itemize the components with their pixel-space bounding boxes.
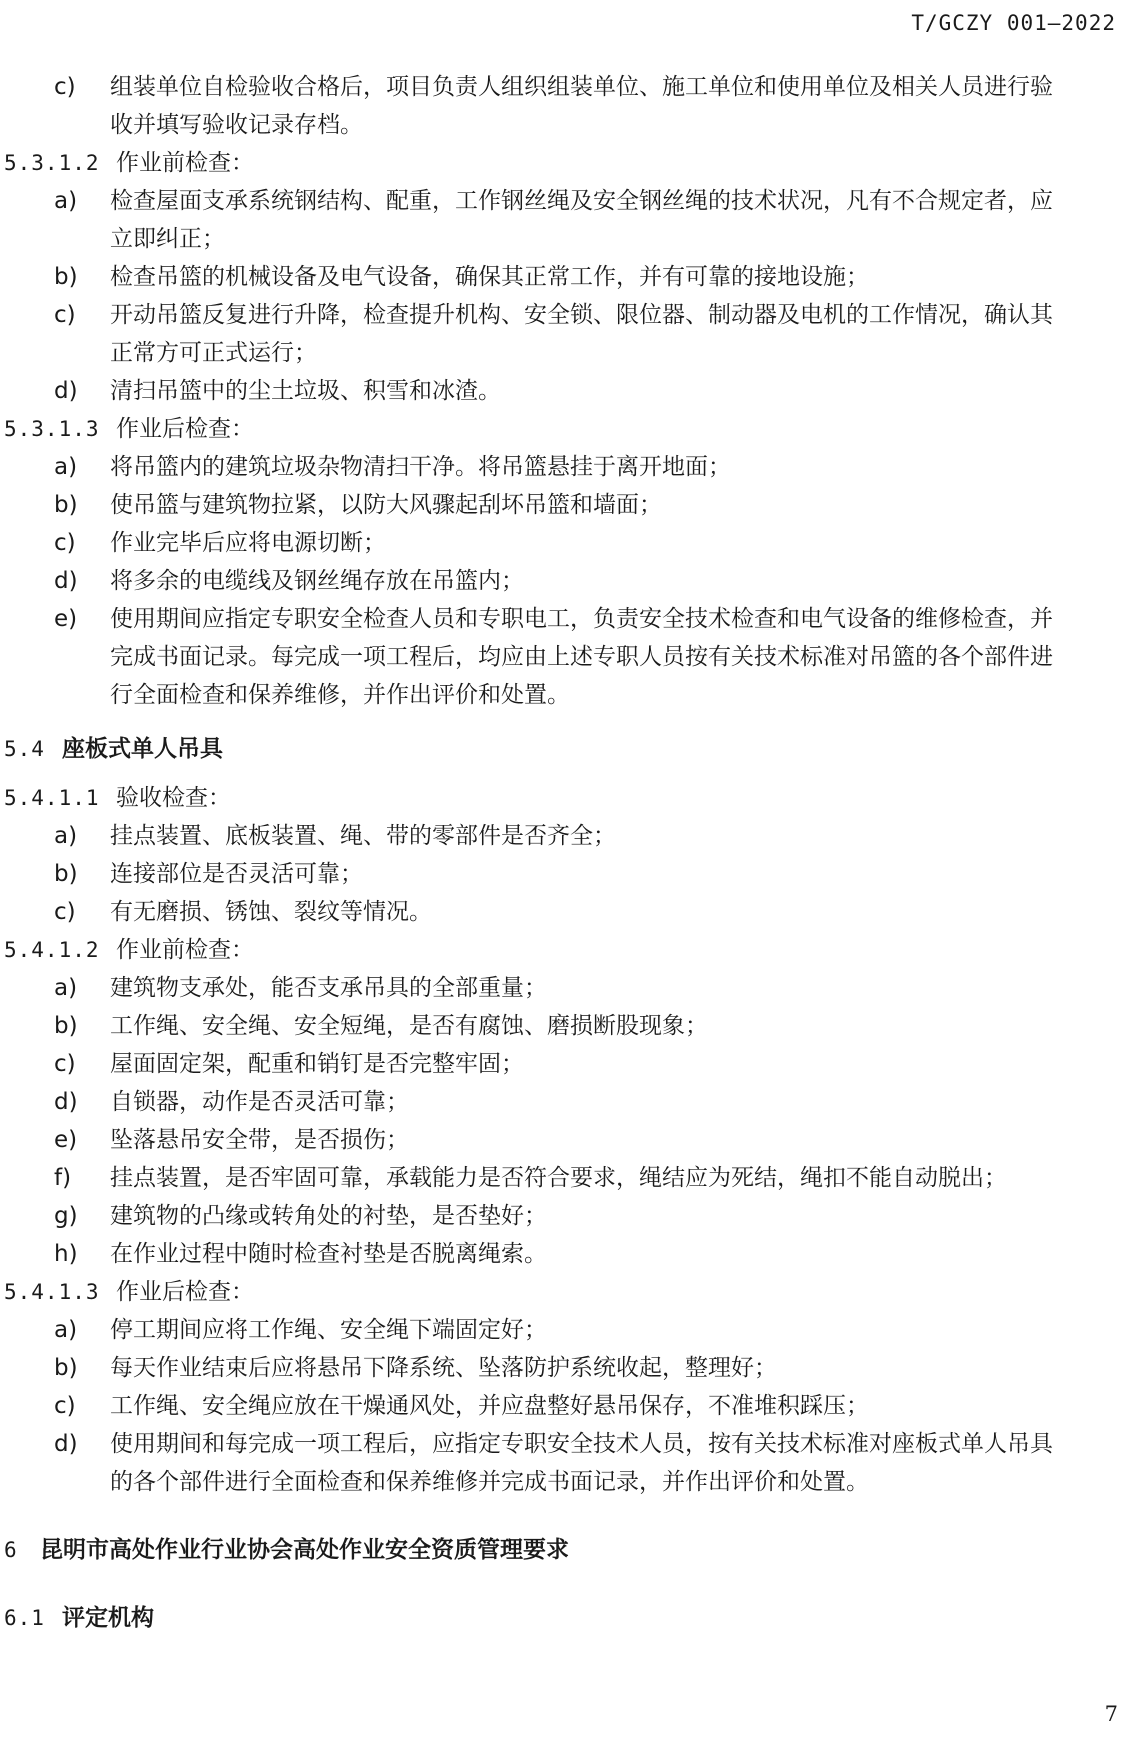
list-item — [4, 1235, 1116, 1273]
page-number: 7 — [1104, 1702, 1118, 1726]
clause-title: 验收检查： — [116, 785, 231, 811]
list-text-continuation: 立即纠正； — [110, 226, 225, 252]
list-text: 有无磨损、锈蚀、裂纹等情况。 — [110, 899, 432, 925]
list-item — [4, 182, 1116, 220]
list-text-continuation: 的各个部件进行全面检查和保养维修并完成书面记录，并作出评价和处置。 — [110, 1469, 869, 1495]
list-text: 使用期间应指定专职安全检查人员和专职电工，负责安全技术检查和电气设备的维修检查，并 — [110, 606, 1053, 632]
list-marker: d) — [54, 378, 78, 404]
chapter-heading — [4, 1531, 1116, 1569]
list-marker: d) — [54, 1089, 78, 1115]
chapter-number: 6 — [4, 1538, 18, 1562]
clause-title: 作业前检查： — [116, 937, 254, 963]
clause-number: 5.4.1.1 — [4, 786, 100, 810]
section-title: 评定机构 — [62, 1605, 154, 1631]
list-text-continuation: 正常方可正式运行； — [110, 340, 317, 366]
list-text: 连接部位是否灵活可靠； — [110, 861, 363, 887]
list-text: 挂点装置，是否牢固可靠，承载能力是否符合要求，绳结应为死结，绳扣不能自动脱出； — [110, 1165, 1007, 1191]
list-item — [4, 524, 1116, 562]
list-item — [4, 1159, 1116, 1197]
list-text: 停工期间应将工作绳、安全绳下端固定好； — [110, 1317, 547, 1343]
list-text: 每天作业结束后应将悬吊下降系统、坠落防护系统收起，整理好； — [110, 1355, 777, 1381]
clause-number: 5.4.1.2 — [4, 938, 100, 962]
list-marker: a) — [54, 1317, 78, 1343]
list-text: 检查屋面支承系统钢结构、配重，工作钢丝绳及安全钢丝绳的技术状况，凡有不合规定者，应 — [110, 188, 1053, 214]
list-item — [4, 855, 1116, 893]
list-item — [4, 562, 1116, 600]
list-item — [4, 1349, 1116, 1387]
clause-title: 作业后检查： — [116, 416, 254, 442]
list-text: 自锁器，动作是否灵活可靠； — [110, 1089, 409, 1115]
list-item — [4, 372, 1116, 410]
list-text: 检查吊篮的机械设备及电气设备，确保其正常工作，并有可靠的接地设施； — [110, 264, 869, 290]
list-text: 组装单位自检验收合格后，项目负责人组织组装单位、施工单位和使用单位及相关人员进行验 — [110, 74, 1053, 100]
list-marker: b) — [54, 492, 78, 518]
clause-number: 5.3.1.2 — [4, 151, 100, 175]
list-item — [4, 600, 1116, 638]
list-text: 建筑物的凸缘或转角处的衬垫，是否垫好； — [110, 1203, 547, 1229]
list-text-continuation: 收并填写验收记录存档。 — [110, 112, 363, 138]
clause-title: 作业前检查： — [116, 150, 254, 176]
list-marker: c) — [54, 899, 76, 925]
list-text: 将吊篮内的建筑垃圾杂物清扫干净。将吊篮悬挂于离开地面； — [110, 454, 731, 480]
section-number: 5.4 — [4, 737, 45, 761]
list-item — [4, 817, 1116, 855]
list-item — [4, 1045, 1116, 1083]
list-item — [4, 1311, 1116, 1349]
list-marker: b) — [54, 861, 78, 887]
list-text: 在作业过程中随时检查衬垫是否脱离绳索。 — [110, 1241, 547, 1267]
list-text: 将多余的电缆线及钢丝绳存放在吊篮内； — [110, 568, 524, 594]
list-marker: b) — [54, 1013, 78, 1039]
list-marker: c) — [54, 1051, 76, 1077]
list-text: 坠落悬吊安全带，是否损伤； — [110, 1127, 409, 1153]
list-text: 开动吊篮反复进行升降，检查提升机构、安全锁、限位器、制动器及电机的工作情况，确认其 — [110, 302, 1053, 328]
document-body — [4, 68, 1116, 1637]
section-title: 座板式单人吊具 — [62, 736, 223, 762]
list-item — [4, 258, 1116, 296]
clause-title: 作业后检查： — [116, 1279, 254, 1305]
section-heading — [4, 730, 1116, 768]
list-item — [4, 486, 1116, 524]
list-text-continuation: 行全面检查和保养维修，并作出评价和处置。 — [110, 682, 570, 708]
list-marker: c) — [54, 302, 76, 328]
list-text: 挂点装置、底板装置、绳、带的零部件是否齐全； — [110, 823, 616, 849]
list-marker: h) — [54, 1241, 78, 1267]
chapter-title: 昆明市高处作业行业协会高处作业安全资质管理要求 — [40, 1537, 569, 1563]
list-marker: g) — [54, 1203, 78, 1229]
list-text: 屋面固定架，配重和销钉是否完整牢固； — [110, 1051, 524, 1077]
list-item — [4, 448, 1116, 486]
list-item — [4, 969, 1116, 1007]
clause-number: 5.4.1.3 — [4, 1280, 100, 1304]
clause-heading — [4, 410, 1116, 448]
clause-heading — [4, 931, 1116, 969]
list-item — [4, 1425, 1116, 1463]
list-text: 建筑物支承处，能否支承吊具的全部重量； — [110, 975, 547, 1001]
list-marker: d) — [54, 568, 78, 594]
list-marker: a) — [54, 823, 78, 849]
list-marker: b) — [54, 1355, 78, 1381]
clause-heading — [4, 1273, 1116, 1311]
list-marker: c) — [54, 74, 76, 100]
list-item — [4, 1387, 1116, 1425]
list-text: 清扫吊篮中的尘土垃圾、积雪和冰渣。 — [110, 378, 501, 404]
list-marker: a) — [54, 454, 78, 480]
clause-heading — [4, 779, 1116, 817]
list-text: 作业完毕后应将电源切断； — [110, 530, 386, 556]
list-marker: b) — [54, 264, 78, 290]
list-item — [4, 893, 1116, 931]
list-item — [4, 1083, 1116, 1121]
section-number: 6.1 — [4, 1606, 45, 1630]
list-text-continuation: 完成书面记录。每完成一项工程后，均应由上述专职人员按有关技术标准对吊篮的各个部件进 — [110, 644, 1053, 670]
list-item — [4, 1121, 1116, 1159]
section-heading — [4, 1599, 1116, 1637]
list-marker: c) — [54, 1393, 76, 1419]
list-marker: e) — [54, 606, 78, 632]
list-marker: e) — [54, 1127, 78, 1153]
list-text: 工作绳、安全绳、安全短绳，是否有腐蚀、磨损断股现象； — [110, 1013, 708, 1039]
list-marker: f) — [54, 1165, 72, 1191]
list-item — [4, 1007, 1116, 1045]
clause-heading — [4, 144, 1116, 182]
list-marker: a) — [54, 188, 78, 214]
document-code: T/GCZY 001—2022 — [911, 11, 1116, 35]
list-marker: a) — [54, 975, 78, 1001]
list-marker: d) — [54, 1431, 78, 1457]
list-item — [4, 296, 1116, 334]
list-text: 工作绳、安全绳应放在干燥通风处，并应盘整好悬吊保存，不准堆积踩压； — [110, 1393, 869, 1419]
clause-number: 5.3.1.3 — [4, 417, 100, 441]
list-marker: c) — [54, 530, 76, 556]
list-item — [4, 68, 1116, 106]
list-item — [4, 1197, 1116, 1235]
list-text: 使用期间和每完成一项工程后，应指定专职安全技术人员，按有关技术标准对座板式单人吊具 — [110, 1431, 1053, 1457]
list-text: 使吊篮与建筑物拉紧，以防大风骤起刮坏吊篮和墙面； — [110, 492, 662, 518]
